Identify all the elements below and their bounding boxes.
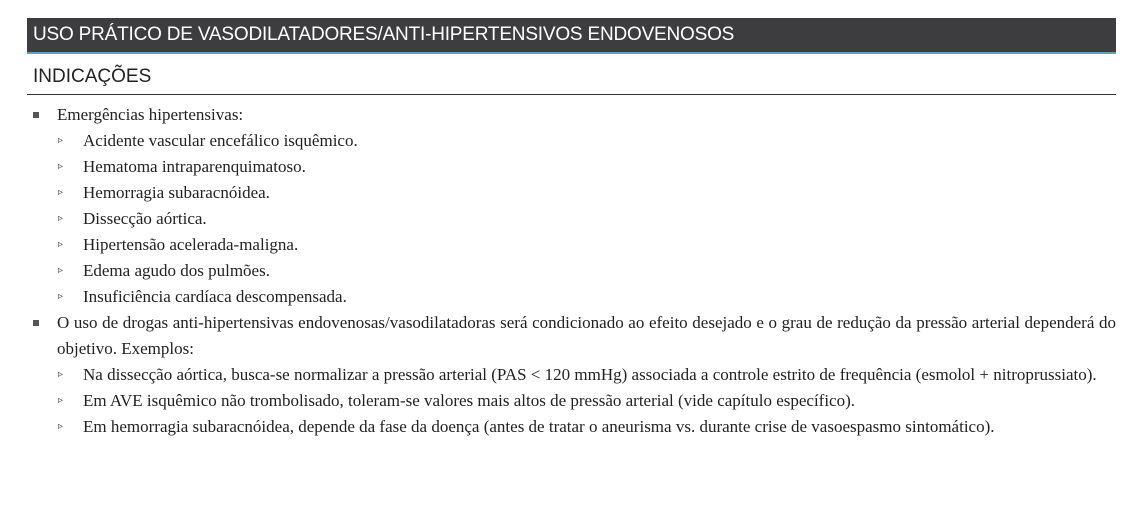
sub-list-item [57,154,1116,180]
sub-list-item [57,388,1116,414]
sub-list-item-text: Acidente vascular encefálico isquêmico. [83,131,358,150]
triangle-bullet-icon: ▹ [58,187,64,198]
triangle-bullet-icon: ▹ [58,239,64,250]
square-bullet-icon [33,112,39,118]
triangle-bullet-icon: ▹ [58,395,64,406]
triangle-bullet-icon: ▹ [58,161,64,172]
sub-list [57,362,1116,440]
square-bullet-icon [33,320,39,326]
sub-list-item [57,362,1116,388]
triangle-bullet-icon: ▹ [58,213,64,224]
page-title: USO PRÁTICO DE VASODILATADORES/ANTI-HIPERTENSIVOS ENDOVENOSOS [27,18,1116,54]
list-item [27,102,1116,310]
sub-list-item [57,128,1116,154]
sub-list-item [57,180,1116,206]
sub-list-item-text: Em hemorragia subaracnóidea, depende da fase da doença (antes de tratar o aneurisma vs. durante crise de vasoespasmo sintomático). [83,417,995,436]
document-page [27,18,1116,440]
triangle-bullet-icon: ▹ [58,369,64,380]
sub-list-item [57,206,1116,232]
sub-list-item-text: Em AVE isquêmico não trombolisado, toleram-se valores mais altos de pressão arterial (vide capítulo específico). [83,391,856,410]
sub-list-item-text: Hemorragia subaracnóidea. [83,183,270,202]
sub-list-item [57,414,1116,440]
list-item [27,310,1116,440]
sub-list-item-text: Insuficiência cardíaca descompensada. [83,287,347,306]
sub-list-item [57,258,1116,284]
sub-list-item-text: Hipertensão acelerada-maligna. [83,235,299,254]
sub-list-item [57,232,1116,258]
list-item-text: O uso de drogas anti-hipertensivas endovenosas/vasodilatadoras será condicionado ao efeito desejado e o grau de redução da pressão arterial dependerá do objetivo. Exemplos: [57,313,1116,358]
sub-list-item-text: Dissecção aórtica. [83,209,207,228]
sub-list-item-text: Edema agudo dos pulmões. [83,261,270,280]
list-item-text: Emergências hipertensivas: [57,105,244,124]
section-heading: INDICAÇÕES [27,54,1116,95]
triangle-bullet-icon: ▹ [58,421,64,432]
sub-list-item [57,284,1116,310]
triangle-bullet-icon: ▹ [58,265,64,276]
triangle-bullet-icon: ▹ [58,135,64,146]
triangle-bullet-icon: ▹ [58,291,64,302]
sub-list-item-text: Na dissecção aórtica, busca-se normalizar a pressão arterial (PAS < 120 mmHg) associada a controle estrito de frequência (esmolol + nitroprussiato). [83,365,1097,384]
indications-list [27,102,1116,440]
sub-list-item-text: Hematoma intraparenquimatoso. [83,157,306,176]
sub-list [57,128,1116,310]
